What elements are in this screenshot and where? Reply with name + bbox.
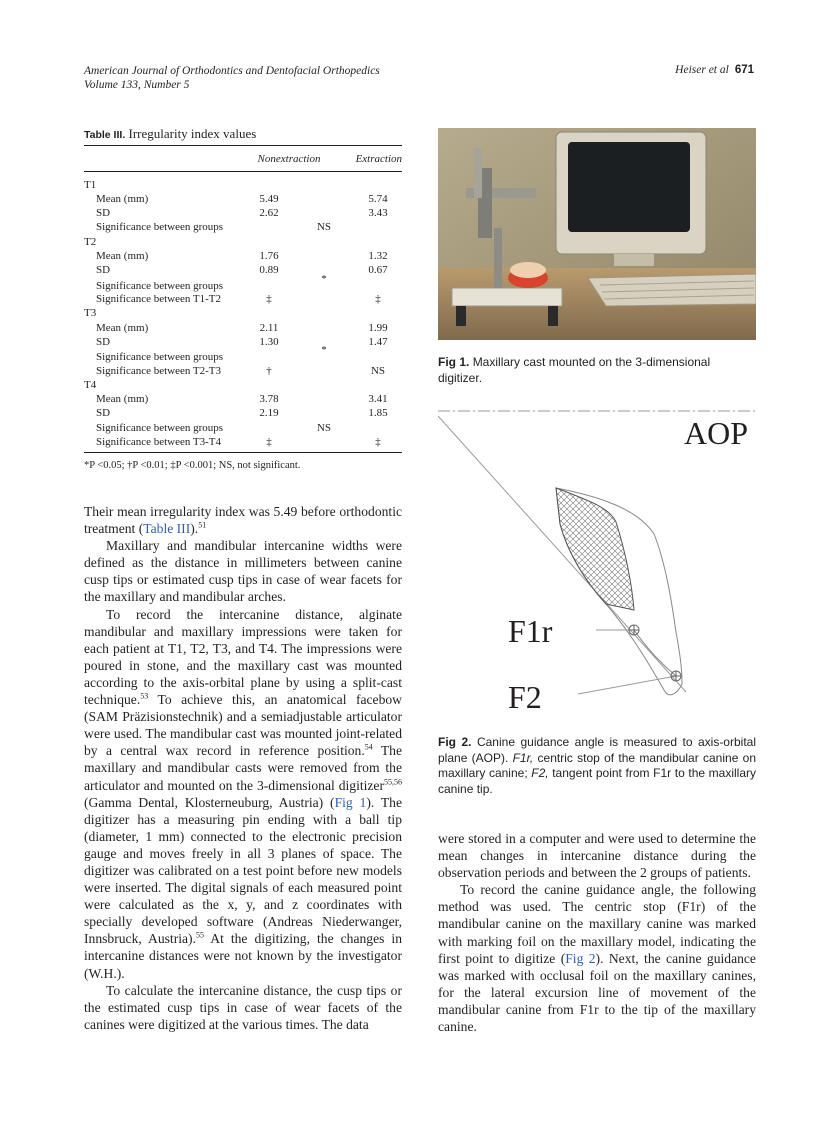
table-row xyxy=(84,192,402,206)
fig1-caption xyxy=(438,355,756,386)
cell-ext: 1.85 xyxy=(368,407,388,419)
table-row xyxy=(84,406,402,420)
table-link[interactable]: Table III xyxy=(143,521,191,537)
fig1-photo xyxy=(438,128,756,340)
figure-link[interactable]: Fig 2 xyxy=(565,950,596,966)
col-header-extraction: Extraction xyxy=(355,153,402,165)
cell-nonext: † xyxy=(266,365,272,377)
figure-link[interactable]: Fig 1 xyxy=(334,794,367,810)
cell-nonext: ‡ xyxy=(266,436,272,448)
cell-nonext: 3.78 xyxy=(259,393,279,405)
running-header-right xyxy=(675,64,754,76)
row-label: SD xyxy=(96,207,111,219)
table-row xyxy=(84,249,402,263)
text-run: ). Next, the canine guidance was marked with occlusal foil on the maxillary canines, for the lateral excursion line of movement of the mandibular canine from F1r to the tip of the maxillary canine. xyxy=(438,950,756,1035)
table-row xyxy=(84,392,402,406)
group-label: T4 xyxy=(84,379,97,391)
cell-ext: ‡ xyxy=(375,436,381,448)
row-label: Mean (mm) xyxy=(96,250,149,262)
table-row xyxy=(84,335,402,349)
cell-significance: * xyxy=(321,344,327,356)
caption-run: tangent point from F1r to the maxillary canine tip. xyxy=(438,766,756,796)
fig2-label: Fig 2. xyxy=(438,735,472,749)
citation[interactable]: 51 xyxy=(198,520,207,530)
fig1-caption-text: Maxillary cast mounted on the 3-dimensional digitizer. xyxy=(438,355,711,385)
citation[interactable]: 54 xyxy=(364,742,373,752)
cell-nonext: 0.89 xyxy=(259,264,279,276)
text-run: To record the intercanine distance, alginate mandibular and maxillary impressions were taken for each patient at T1, T2, T3, and T4. The impressions were poured in stone, and the maxillary cast was mounted according to the axis-orbital plane by using a split-cast technique. xyxy=(84,606,402,708)
cell-nonext: 2.11 xyxy=(259,322,279,334)
row-label: Significance between groups xyxy=(96,422,224,434)
left-column-text xyxy=(84,503,402,1033)
text-run: The maxillary and mandibular casts were removed from the articulator and mounted on the 3-dimensional digitizer xyxy=(84,743,402,793)
citation[interactable]: 53 xyxy=(140,691,149,701)
table-caption: Irregularity index values xyxy=(128,126,257,141)
text-run: ). xyxy=(190,521,199,537)
row-label: SD xyxy=(96,264,111,276)
table-row xyxy=(84,364,402,378)
table-row xyxy=(84,421,402,435)
table-row xyxy=(84,235,402,249)
text-run: To record the canine guidance angle, the following method was used. The centric stop (F1r) of the mandibular canine on the maxillary canine was marked with marking foil on the maxillary model, indicating the first point to digitize ( xyxy=(438,882,756,966)
f1r-label: F1r xyxy=(508,613,553,649)
row-label: SD xyxy=(96,336,111,348)
cell-ext: ‡ xyxy=(375,293,381,305)
table-bottom-rule xyxy=(84,452,402,453)
journal-name: American Journal of Orthodontics and Dentofacial Orthopedics xyxy=(84,65,380,77)
row-label: Mean (mm) xyxy=(96,322,149,334)
table-row xyxy=(84,292,402,306)
text-run: Their mean irregularity index was 5.49 before orthodontic treatment ( xyxy=(84,504,402,537)
cell-nonext: 5.49 xyxy=(259,193,279,205)
cell-nonext: 2.19 xyxy=(259,407,279,419)
table-footnote: *P <0.05; †P <0.01; ‡P <0.001; NS, not significant. xyxy=(84,460,301,471)
citation[interactable]: 55,56 xyxy=(384,776,402,786)
table-row xyxy=(84,306,402,320)
caption-term: F2, xyxy=(531,766,549,780)
row-label: Significance between T3-T4 xyxy=(96,436,222,448)
fig2-diagram xyxy=(438,404,756,724)
row-label: Significance between T2-T3 xyxy=(96,365,222,377)
table-title xyxy=(84,126,256,142)
text-run: To achieve this, an anatomical facebow (SAM Präzisionstechnik) and a semiadjustable articulator were used. The mandibular cast was mounted joint-related by a central wax record in reference position. xyxy=(84,692,402,759)
cell-nonext: 2.62 xyxy=(259,207,279,219)
paragraph xyxy=(84,606,402,982)
text-run: At the digitizing, the changes in intercanine distances were not known by the investigator (W.H.). xyxy=(84,931,403,981)
aop-label: AOP xyxy=(684,415,749,451)
f2-label: F2 xyxy=(508,679,542,715)
running-header-journal xyxy=(84,64,380,92)
group-label: T3 xyxy=(84,307,97,319)
table-row xyxy=(84,206,402,220)
caption-run: Canine guidance angle is measured to axis-orbital plane (AOP). xyxy=(438,735,756,765)
row-label: Mean (mm) xyxy=(96,193,149,205)
fig2-caption xyxy=(438,735,756,797)
caption-term: F1r, xyxy=(512,750,534,765)
cell-ext: 0.67 xyxy=(368,264,388,276)
caption-run: centric stop of the mandibular canine on maxillary canine; xyxy=(438,750,756,780)
right-column-text xyxy=(438,830,756,1035)
paragraph: To calculate the intercanine distance, the cusp tips or the estimated cusp tips in case of wear facets of the canines were digitized at the various times. The data xyxy=(84,982,402,1032)
table-row xyxy=(84,263,402,277)
table-row xyxy=(84,220,402,234)
cell-ext: 1.32 xyxy=(368,250,388,262)
cell-ext: 3.41 xyxy=(368,393,388,405)
table-row xyxy=(84,435,402,449)
cell-nonext: 1.76 xyxy=(259,250,279,262)
cell-nonext: ‡ xyxy=(266,293,272,305)
text-run: ). The digitizer has a measuring pin ending with a ball tip (diameter, 1 mm) connected to the electronic precision gauge and moves freely in all 3 planes of space. The digitizer was calibrated on a test point before new models were inserted. The digital signals of each measured point were calculated as the x, y, and z coordinates with specially developed software (Andreas Niederwanger, Innsbruck, Austria). xyxy=(84,794,402,947)
row-label: Mean (mm) xyxy=(96,393,149,405)
journal-volume: Volume 133, Number 5 xyxy=(84,79,190,91)
paragraph xyxy=(84,503,402,537)
group-label: T2 xyxy=(84,236,97,248)
cell-ext: 1.99 xyxy=(368,322,388,334)
group-label: T1 xyxy=(84,179,97,191)
cell-significance: NS xyxy=(316,422,332,434)
text-run: (Gamma Dental, Klosterneuburg, Austria) ( xyxy=(84,794,335,810)
fig1-label: Fig 1. xyxy=(438,355,470,369)
table-row xyxy=(84,178,402,192)
canine-guidance-diagram xyxy=(438,404,756,724)
table-row xyxy=(84,273,402,293)
table-row xyxy=(84,378,402,392)
table-header-rule xyxy=(84,171,402,172)
cell-ext: NS xyxy=(370,365,386,377)
author-short: Heiser et al xyxy=(675,64,729,76)
digitizer-photo xyxy=(438,128,756,340)
row-label: Significance between T1-T2 xyxy=(96,293,222,305)
table-row xyxy=(84,344,402,364)
paragraph: were stored in a computer and were used to determine the mean changes in intercanine distance during the observation periods and between the 2 groups of patients. xyxy=(438,831,756,881)
row-label: Significance between groups xyxy=(96,280,224,292)
cell-ext: 1.47 xyxy=(368,336,388,348)
cell-ext: 5.74 xyxy=(368,193,388,205)
cell-significance: * xyxy=(321,273,327,285)
row-label: Significance between groups xyxy=(96,221,224,233)
table-top-rule xyxy=(84,145,402,146)
cell-significance: NS xyxy=(316,221,332,233)
table-row xyxy=(84,321,402,335)
row-label: Significance between groups xyxy=(96,351,224,363)
paragraph: Maxillary and mandibular intercanine widths were defined as the distance in millimeters between canine cusp tips or estimated cusp tips in case of wear facets for the maxillary and mandibular arches. xyxy=(84,538,402,605)
row-label: SD xyxy=(96,407,111,419)
paragraph xyxy=(438,881,756,1035)
col-header-nonextraction: Nonextraction xyxy=(257,153,321,165)
page-number: 671 xyxy=(734,64,754,76)
table-label: Table III. xyxy=(84,129,126,141)
citation[interactable]: 55 xyxy=(195,930,204,940)
cell-nonext: 1.30 xyxy=(259,336,279,348)
cell-ext: 3.43 xyxy=(368,207,388,219)
